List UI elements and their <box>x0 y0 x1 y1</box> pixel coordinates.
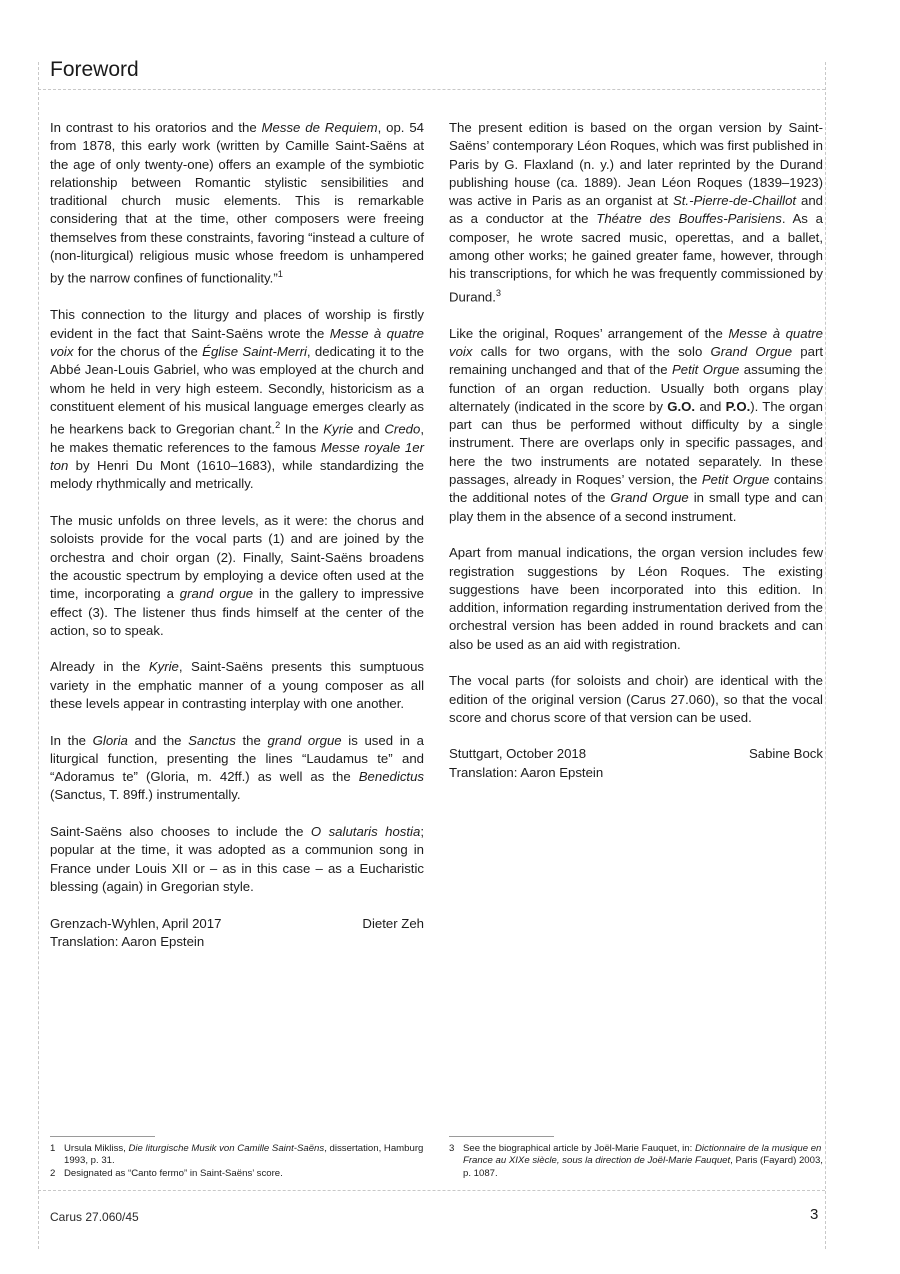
footnote-2 <box>50 1168 424 1180</box>
page-title: Foreword <box>50 58 139 81</box>
paragraph: Already in the Kyrie, Saint-Saëns presents this sumptuous variety in the emphatic manner of a young composer as all these levels appear in contrasting interplay with one another. <box>50 659 424 711</box>
translation-credit: Translation: Aaron Epstein <box>50 933 205 949</box>
left-column <box>50 119 424 969</box>
footnote-text: Designated as “Canto fermo” in Saint-Saëns’ score. <box>64 1167 283 1179</box>
paragraph: This connection to the liturgy and places of worship is firstly evident in the fact that Saint-Saëns wrote the Messe à quatre voix for the chorus of the Église Saint-Merri, dedicating it to the Abbé Jean-Louis Gabriel, who was employed at the church and whom he held in very high esteem. Secondly, historicism as a constituent element of his musical language emerges clearly as he hearkens back to Gregorian chant.$^2$ In the Kyrie and Credo, he makes thematic references to the famous Messe royale 1er ton by Henri Du Mont (1610–1683), while standardizing the melody rhythmically and metrically. <box>50 307 424 492</box>
footnotes-left <box>50 1136 424 1180</box>
signature-author: Sabine Bock <box>748 746 823 762</box>
paragraph: In the Gloria and the Sanctus the grand orgue is used in a liturgical function, presenting the lines “Laudamus te” and “Adoramus te” (Gloria, m. 42ff.) as well as the Benedictus (Sanctus, T. 89ff.) instrumentally. <box>50 732 424 803</box>
footnotes-right <box>449 1136 823 1180</box>
paragraph: The present edition is based on the organ version by Saint-Saëns’ contemporary Léon Roques, which was first published in Paris by G. Flaxland (n. y.) and later reprinted by the Durand publishing house (ca. 1889). Jean Léon Roques (1839–1923) was active in Paris as an organist at St.-Pierre-de-Chaillot and as a conductor at the Théatre des Bouffes-Parisiens. As a composer, he wrote sacred music, operettas, and a ballet, among other works; he gained greater fame, however, through his transcriptions, for which he was frequently commissioned by Durand.$^3$ <box>449 120 823 305</box>
footnote-rule <box>449 1136 554 1137</box>
paragraph: In contrast to his oratorios and the Messe de Requiem, op. 54 from 1878, this early work (written by Camille Saint-Saëns at the age of only twenty-one) offers an example of the symbiotic relationship between Romantic stylistic sensibilities and traditional church music elements. This is remarkable considering that at the time, other composers were freeing themselves from these constraints, favoring “instead a culture of (non-liturgical) religious music whose freedom is unhampered by the narrow confines of functionality.”$^1$ <box>50 120 424 286</box>
signature-place-date: Grenzach-Wyhlen, April 2017 <box>50 915 222 931</box>
paragraph: The vocal parts (for soloists and choir) are identical with the edition of the original version (Carus 27.060), so that the vocal score and chorus score of that version can be used. <box>449 673 823 725</box>
translation-credit: Translation: Aaron Epstein <box>449 764 604 780</box>
paragraph: Like the original, Roques’ arrangement of the Messe à quatre voix calls for two organs, with the solo Grand Orgue part remaining unchanged and that of the Petit Orgue assuming the function of an organ reduction. Usually both organs play alternately (indicated in the score by G.O. and P.O.). The organ part can thus be performed without difficulty by a single instrument. There are overlaps only in specific passages, and here the two instruments are notated separately. In these passages, already in Roques’ version, the Petit Orgue contains the additional notes of the Grand Orgue in small type and can play them in the absence of a second instrument. <box>449 325 823 524</box>
page-number: 3 <box>810 1206 819 1223</box>
signature-place-date: Stuttgart, October 2018 <box>449 746 587 762</box>
footnote-number: 1 <box>50 1143 56 1154</box>
footnote-number: 2 <box>50 1167 56 1179</box>
footer-divider <box>38 1190 825 1191</box>
signature-block <box>449 745 823 763</box>
paragraph: Apart from manual indications, the organ version includes few registration suggestions by Léon Roques. The existing suggestions have been incorporated into this edition. In addition, information regarding instrumentation derived from the orchestral version has been added in round brackets and can also be used as an aid with registration. <box>449 545 823 652</box>
paragraph: The music unfolds on three levels, as it were: the chorus and soloists provide for the vocal parts (1) and are joined by the orchestra and choir organ (2). Finally, Saint-Saëns broadens the acoustic spectrum by employing a device often used at the time, incorporating a grand orgue in the gallery to impressive effect (3). The listener thus finds himself at the center of the action, so to speak. <box>50 513 424 638</box>
title-divider <box>38 89 825 90</box>
signature-author: Dieter Zeh <box>362 915 424 931</box>
footnote-text: Ursula Mikliss, Die liturgische Musik von Camille Saint-Saëns, dissertation, Hamburg 1993, p. 31. <box>64 1143 424 1167</box>
footnote-number: 3 <box>449 1143 455 1154</box>
paragraph: Saint-Saëns also chooses to include the O salutaris hostia; popular at the time, it was adopted as a communion song in France under Louis XII or – as in this case – as a Eucharistic blessing (again) in Gregorian style. <box>50 824 424 894</box>
right-column <box>449 119 823 800</box>
signature-block <box>50 915 424 933</box>
footnote-rule <box>50 1136 155 1137</box>
catalog-reference: Carus 27.060/45 <box>50 1210 139 1224</box>
footnote-1 <box>50 1143 424 1168</box>
footnote-3 <box>449 1143 823 1180</box>
footnote-text: See the biographical article by Joël-Marie Fauquet, in: Dictionnaire de la musique en France au XIXe siècle, sous la direction de Joël-Marie Fauquet, Paris (Fayard) 2003, p. 1087. <box>463 1143 823 1179</box>
